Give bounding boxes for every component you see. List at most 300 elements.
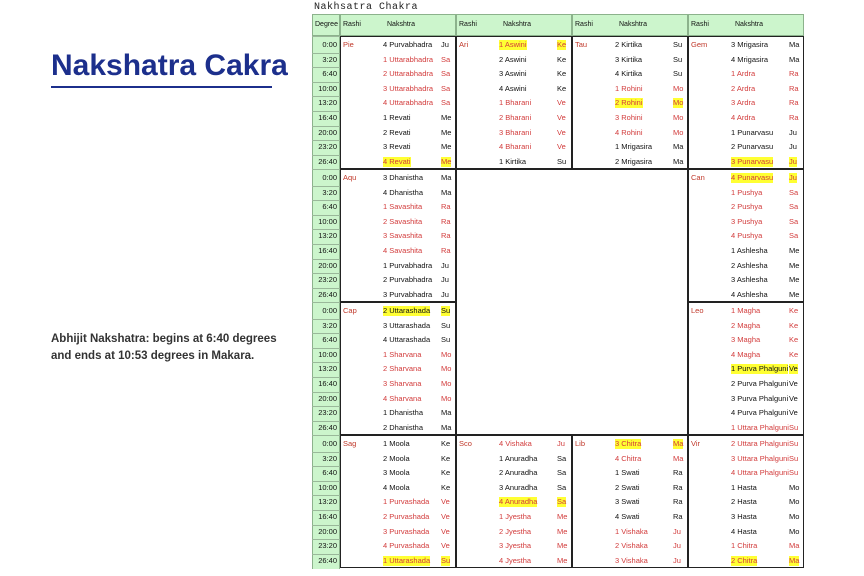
pada-lord: Sa [557, 468, 567, 478]
sign-box-vir [688, 435, 804, 568]
nakshatra-pada: 4 Swati [615, 512, 640, 521]
pada-lord: Ma [441, 408, 452, 418]
nakshatra-header-label: Nakshtra [503, 21, 532, 28]
sign-box-gem [688, 36, 804, 169]
pada-lord: Ma [789, 555, 800, 565]
nakshatra-pada: 2 Pushya [731, 202, 763, 212]
title-underline [51, 86, 272, 88]
degree-gridline [312, 53, 340, 54]
nakshatra-pada: 4 Jyestha [499, 555, 532, 565]
nakshatra-pada: 4 Pushya [731, 231, 763, 241]
pada-lord: Ma [673, 142, 684, 152]
nakshatra-pada: 3 Magha [731, 335, 761, 345]
rashi-label: Aqu [343, 173, 357, 182]
pada-lord: Ra [441, 231, 451, 241]
nakshatra-header-label: Nakshtra [387, 21, 416, 28]
pada-lord: Sa [789, 231, 799, 241]
nakshatra-pada: 1 Swati [615, 468, 640, 478]
degree-gridline [312, 82, 340, 83]
block-gridline [312, 302, 340, 303]
nakshatra-pada: 2 Chitra [731, 555, 758, 565]
pada-lord: Mo [441, 379, 452, 388]
pada-lord: Ke [557, 83, 567, 93]
rashi-label: Pie [343, 40, 354, 49]
degree-gridline [312, 406, 340, 407]
nakshatra-pada: 4 Hasta [731, 526, 757, 536]
pada-lord: Ra [789, 98, 799, 108]
nakshatra-pada: 3 Moola [383, 468, 410, 478]
degree-value: 23:20 [318, 142, 337, 152]
degree-gridline [312, 288, 340, 289]
degree-value: 13:20 [318, 231, 337, 241]
rashi-label: Gem [691, 40, 708, 49]
degree-value: 16:40 [318, 246, 337, 255]
nakshatra-pada: 1 Uttarashada [383, 555, 431, 565]
nakshatra-pada: 3 Dhanistha [383, 173, 424, 182]
nakshatra-pada: 4 Vishaka [499, 439, 532, 448]
nakshatra-pada: 3 Uttara Phalguni [731, 453, 789, 463]
nakshatra-pada: 1 Revati [383, 113, 411, 122]
nakshatra-pada: 1 Bharani [499, 98, 532, 108]
nakshatra-pada: 2 Ardra [731, 83, 756, 93]
degree-gridline [312, 348, 340, 349]
nakshatra-pada: 3 Purvabhadra [383, 289, 433, 299]
degree-value: 13:20 [318, 497, 337, 507]
pada-lord: Ve [441, 541, 450, 551]
degree-gridline [312, 510, 340, 511]
nakshatra-pada: 1 Moola [383, 439, 410, 448]
nakshatra-pada: 1 Ardra [731, 69, 756, 79]
degree-gridline [312, 155, 340, 156]
degree-gridline [312, 229, 340, 230]
nakshatra-pada: 4 Ashlesha [731, 289, 768, 299]
nakshatra-pada: 3 Kirtika [615, 54, 643, 64]
degree-value: 26:40 [318, 422, 337, 432]
nakshatra-pada: 4 Bharani [499, 142, 532, 152]
nakshatra-pada: 3 Punarvasu [731, 156, 774, 166]
nakshatra-pada: 3 Sharvana [383, 379, 422, 388]
nakshatra-pada: 2 Purvashada [383, 512, 430, 521]
pada-lord: Ma [673, 439, 684, 448]
rashi-label: Sag [343, 439, 357, 448]
pada-lord: Sa [557, 453, 567, 463]
nakshatra-pada: 3 Aswini [499, 69, 527, 79]
pada-lord: Ju [789, 156, 797, 166]
nakshatra-pada: 2 Uttarabhadra [383, 69, 434, 79]
pada-lord: Ke [441, 439, 451, 448]
degree-gridline [312, 333, 340, 334]
pada-lord: Ra [673, 497, 683, 507]
nakshatra-pada: 4 Moola [383, 482, 410, 492]
degree-value: 10:00 [318, 482, 337, 492]
rashi-label: Leo [691, 306, 704, 315]
pada-lord: Ke [789, 306, 799, 315]
column-header [456, 14, 572, 36]
pada-lord: Ma [789, 541, 800, 551]
pada-lord: Su [673, 54, 683, 64]
pada-lord: Su [789, 439, 799, 448]
rashi-header-label: Rashi [691, 21, 709, 28]
nakshatra-pada: 4 Aswini [499, 83, 527, 93]
pada-lord: Me [557, 526, 568, 536]
nakshatra-pada: 2 Revati [383, 127, 411, 137]
nakshatra-pada: 2 Purvabhadra [383, 275, 433, 285]
nakshatra-pada: 2 Hasta [731, 497, 757, 507]
sign-box-sag [340, 435, 456, 568]
degree-value: 23:20 [318, 541, 337, 551]
degree-value: 0:00 [322, 439, 337, 448]
pada-lord: Su [673, 40, 683, 49]
pada-lord: Sa [441, 69, 451, 79]
pada-lord: Me [441, 156, 452, 166]
nakshatra-pada: 4 Mrigasira [731, 54, 769, 64]
nakshatra-pada: 3 Mrigasira [731, 40, 769, 49]
nakshatra-pada: 4 Purvabhadra [383, 40, 433, 49]
degree-value: 20:00 [318, 260, 337, 270]
pada-lord: Mo [789, 497, 800, 507]
pada-lord: Ve [789, 379, 798, 388]
nakshatra-pada: 2 Uttara Phalguni [731, 439, 789, 448]
nakshatra-pada: 2 Savashita [383, 216, 423, 226]
nakshatra-pada: 3 Bharani [499, 127, 532, 137]
pada-lord: Sa [441, 98, 451, 108]
nakshatra-pada: 2 Mrigasira [615, 156, 653, 166]
nakshatra-pada: 1 Uttarabhadra [383, 54, 434, 64]
sign-box-ari [456, 36, 572, 169]
pada-lord: Ma [441, 173, 452, 182]
pada-lord: Me [441, 127, 452, 137]
nakshatra-pada: 2 Swati [615, 482, 640, 492]
nakshatra-pada: 4 Purvashada [383, 541, 430, 551]
nakshatra-pada: 2 Aswini [499, 54, 527, 64]
pada-lord: Ju [441, 275, 449, 285]
degree-value: 0:00 [322, 40, 337, 49]
nakshatra-header-label: Nakshtra [735, 21, 764, 28]
degree-value: 20:00 [318, 393, 337, 403]
pada-lord: Ju [441, 289, 449, 299]
degree-value: 6:40 [322, 468, 337, 478]
degree-value: 16:40 [318, 512, 337, 521]
pada-lord: Me [441, 113, 452, 122]
nakshatra-pada: 2 Punarvasu [731, 142, 774, 152]
sign-box-leo [688, 302, 804, 435]
nakshatra-pada: 3 Revati [383, 142, 411, 152]
degree-value: 26:40 [318, 156, 337, 166]
nakshatra-pada: 1 Rohini [615, 83, 643, 93]
nakshatra-pada: 2 Ashlesha [731, 260, 768, 270]
pada-lord: Mo [673, 98, 684, 108]
nakshatra-pada: 1 Purvabhadra [383, 260, 433, 270]
nakshatra-header-label: Nakshtra [619, 21, 648, 28]
nakshatra-pada: 1 Uttara Phalguni [731, 422, 789, 432]
nakshatra-pada: 1 Jyestha [499, 512, 532, 521]
nakshatra-pada: 4 Dhanistha [383, 187, 424, 197]
degree-value: 3:20 [322, 187, 337, 197]
pada-lord: Ve [789, 408, 798, 418]
rashi-label: Lib [575, 439, 586, 448]
degree-value: 3:20 [322, 54, 337, 64]
pada-lord: Su [789, 468, 799, 478]
degree-gridline [312, 111, 340, 112]
pada-lord: Me [441, 142, 452, 152]
chakra-title: Nakhsatra Chakra [314, 2, 419, 13]
nakshatra-pada: 1 Anuradha [499, 453, 538, 463]
degree-value: 13:20 [318, 98, 337, 108]
pada-lord: Ma [789, 40, 800, 49]
pada-lord: Ra [673, 482, 683, 492]
degree-gridline [312, 495, 340, 496]
pada-lord: Ma [673, 156, 684, 166]
pada-lord: Ve [789, 364, 798, 374]
nakshatra-pada: 4 Sharvana [383, 393, 422, 403]
pada-lord: Ma [441, 422, 452, 432]
sign-box-cap [340, 302, 456, 435]
nakshatra-pada: 4 Chitra [615, 453, 642, 463]
degree-value: 6:40 [322, 202, 337, 212]
pada-lord: Me [789, 246, 800, 255]
nakshatra-pada: 1 Vishaka [615, 526, 648, 536]
degree-gridline [312, 319, 340, 320]
pada-lord: Ke [441, 482, 451, 492]
nakshatra-pada: 3 Pushya [731, 216, 763, 226]
pada-lord: Ra [441, 202, 451, 212]
nakshatra-pada: 1 Mrigasira [615, 142, 653, 152]
pada-lord: Ma [441, 187, 452, 197]
rashi-label: Vir [691, 439, 701, 448]
pada-lord: Su [673, 69, 683, 79]
pada-lord: Me [789, 289, 800, 299]
degree-gridline [312, 481, 340, 482]
degree-value: 6:40 [322, 69, 337, 79]
degree-value: 26:40 [318, 289, 337, 299]
nakshatra-pada: 3 Uttarabhadra [383, 83, 434, 93]
pada-lord: Ke [441, 468, 451, 478]
nakshatra-pada: 1 Kirtika [499, 156, 527, 166]
sign-box-tau [572, 36, 688, 169]
pada-lord: Ke [789, 320, 799, 330]
degree-gridline [312, 126, 340, 127]
pada-lord: Ju [673, 555, 681, 565]
degree-header [312, 14, 340, 36]
pada-lord: Ju [673, 526, 681, 536]
nakshatra-pada: 3 Hasta [731, 512, 757, 521]
nakshatra-pada: 2 Jyestha [499, 526, 532, 536]
nakshatra-pada: 2 Uttarashada [383, 306, 431, 315]
pada-lord: Sa [557, 482, 567, 492]
degree-gridline [312, 554, 340, 555]
degree-gridline [312, 273, 340, 274]
pada-lord: Mo [673, 127, 684, 137]
pada-lord: Ke [557, 54, 567, 64]
pada-lord: Su [441, 555, 451, 565]
pada-lord: Ve [557, 98, 566, 108]
nakshatra-pada: 1 Ashlesha [731, 246, 768, 255]
pada-lord: Me [557, 541, 568, 551]
block-gridline [312, 36, 340, 37]
degree-gridline [312, 421, 340, 422]
pada-lord: Me [789, 275, 800, 285]
pada-lord: Me [557, 555, 568, 565]
degree-gridline [312, 539, 340, 540]
nakshatra-pada: 2 Rohini [615, 98, 643, 108]
degree-value: 23:20 [318, 275, 337, 285]
degree-gridline [312, 140, 340, 141]
degree-value: 26:40 [318, 555, 337, 565]
pada-lord: Mo [789, 482, 800, 492]
nakshatra-chakra-grid [312, 14, 832, 569]
nakshatra-pada: 3 Ardra [731, 98, 756, 108]
chakra-center [456, 169, 688, 435]
nakshatra-pada: 2 Sharvana [383, 364, 422, 374]
pada-lord: Sa [789, 216, 799, 226]
degree-value: 6:40 [322, 335, 337, 345]
page-title: Nakshatra Cakra [51, 49, 288, 82]
degree-gridline [312, 362, 340, 363]
degree-gridline [312, 215, 340, 216]
degree-value: 10:00 [318, 83, 337, 93]
nakshatra-pada: 4 Punarvasu [731, 173, 774, 182]
degree-value: 16:40 [318, 379, 337, 388]
rashi-label: Can [691, 173, 705, 182]
pada-lord: Ra [673, 468, 683, 478]
pada-lord: Ve [557, 127, 566, 137]
abhijit-note: Abhijit Nakshatra: begins at 6:40 degrees and ends at 10:53 degrees in Makara. [51, 333, 277, 362]
nakshatra-pada: 4 Rohini [615, 127, 643, 137]
pada-lord: Mo [441, 349, 452, 359]
block-gridline [312, 435, 340, 436]
nakshatra-pada: 2 Vishaka [615, 541, 648, 551]
nakshatra-pada: 3 Chitra [615, 439, 642, 448]
pada-lord: Sa [441, 83, 451, 93]
rashi-label: Sco [459, 439, 472, 448]
rashi-label: Cap [343, 306, 357, 315]
pada-lord: Ke [557, 40, 567, 49]
nakshatra-pada: 3 Vishaka [615, 555, 648, 565]
degree-value: 3:20 [322, 453, 337, 463]
sign-box-aqu [340, 169, 456, 302]
pada-lord: Ju [673, 541, 681, 551]
column-header [340, 14, 456, 36]
pada-lord: Mo [789, 526, 800, 536]
column-header [688, 14, 804, 36]
pada-lord: Ju [441, 40, 449, 49]
degree-gridline [312, 525, 340, 526]
nakshatra-pada: 1 Purva Phalguni [731, 364, 789, 374]
pada-lord: Ke [789, 349, 799, 359]
pada-lord: Ke [789, 335, 799, 345]
degree-value: 23:20 [318, 408, 337, 418]
nakshatra-pada: 4 Savashita [383, 246, 423, 255]
rashi-header-label: Rashi [575, 21, 593, 28]
column-header [572, 14, 688, 36]
pada-lord: Ju [557, 439, 565, 448]
nakshatra-pada: 4 Purva Phalguni [731, 408, 789, 418]
nakshatra-pada: 2 Magha [731, 320, 761, 330]
degree-value: 20:00 [318, 127, 337, 137]
nakshatra-pada: 2 Purva Phalguni [731, 379, 789, 388]
pada-lord: Ra [789, 69, 799, 79]
nakshatra-pada: 2 Dhanistha [383, 422, 424, 432]
degree-gridline [312, 200, 340, 201]
degree-value: 0:00 [322, 306, 337, 315]
nakshatra-pada: 1 Sharvana [383, 349, 422, 359]
pada-lord: Sa [441, 54, 451, 64]
nakshatra-pada: 4 Magha [731, 349, 761, 359]
pada-lord: Ra [441, 216, 451, 226]
nakshatra-pada: 1 Chitra [731, 541, 758, 551]
nakshatra-pada: 3 Savashita [383, 231, 423, 241]
degree-header-label: Degree [315, 21, 338, 28]
degree-gridline [312, 67, 340, 68]
degree-value: 10:00 [318, 216, 337, 226]
pada-lord: Ve [441, 512, 450, 521]
nakshatra-pada: 4 Uttara Phalguni [731, 468, 789, 478]
degree-gridline [312, 392, 340, 393]
degree-gridline [312, 96, 340, 97]
pada-lord: Ra [789, 83, 799, 93]
degree-value: 13:20 [318, 364, 337, 374]
sign-box-lib [572, 435, 688, 568]
nakshatra-pada: 4 Kirtika [615, 69, 643, 79]
nakshatra-pada: 1 Savashita [383, 202, 423, 212]
degree-gridline [312, 466, 340, 467]
pada-lord: Sa [557, 497, 567, 507]
pada-lord: Mo [789, 512, 800, 521]
pada-lord: Su [789, 422, 799, 432]
degree-value: 10:00 [318, 349, 337, 359]
rashi-header-label: Rashi [459, 21, 477, 28]
nakshatra-pada: 1 Hasta [731, 482, 757, 492]
pada-lord: Ra [673, 512, 683, 521]
nakshatra-pada: 1 Punarvasu [731, 127, 774, 137]
pada-lord: Sa [789, 202, 799, 212]
pada-lord: Mo [673, 83, 684, 93]
sign-box-sco [456, 435, 572, 568]
degree-gridline [312, 377, 340, 378]
nakshatra-pada: 4 Uttarabhadra [383, 98, 434, 108]
nakshatra-pada: 3 Anuradha [499, 482, 538, 492]
pada-lord: Ma [789, 54, 800, 64]
pada-lord: Su [441, 306, 451, 315]
nakshatra-pada: 2 Anuradha [499, 468, 538, 478]
nakshatra-pada: 4 Revati [383, 156, 411, 166]
block-gridline [312, 169, 340, 170]
nakshatra-pada: 4 Anuradha [499, 497, 538, 507]
pada-lord: Ke [441, 453, 451, 463]
degree-value: 20:00 [318, 526, 337, 536]
pada-lord: Ve [441, 526, 450, 536]
degree-gridline [312, 259, 340, 260]
pada-lord: Ve [789, 393, 798, 403]
nakshatra-pada: 4 Ardra [731, 113, 756, 122]
pada-lord: Ve [557, 142, 566, 152]
sign-box-pis [340, 36, 456, 169]
pada-lord: Ju [441, 260, 449, 270]
pada-lord: Su [441, 335, 451, 345]
pada-lord: Mo [673, 113, 684, 122]
nakshatra-pada: 2 Bharani [499, 113, 532, 122]
nakshatra-pada: 1 Purvashada [383, 497, 430, 507]
nakshatra-pada: 3 Uttarashada [383, 320, 431, 330]
nakshatra-pada: 3 Rohini [615, 113, 643, 122]
pada-lord: Ve [557, 113, 566, 122]
nakshatra-pada: 3 Jyestha [499, 541, 532, 551]
pada-lord: Ju [789, 173, 797, 182]
degree-value: 0:00 [322, 173, 337, 182]
sign-box-can [688, 169, 804, 302]
nakshatra-pada: 2 Moola [383, 453, 410, 463]
pada-lord: Ve [441, 497, 450, 507]
